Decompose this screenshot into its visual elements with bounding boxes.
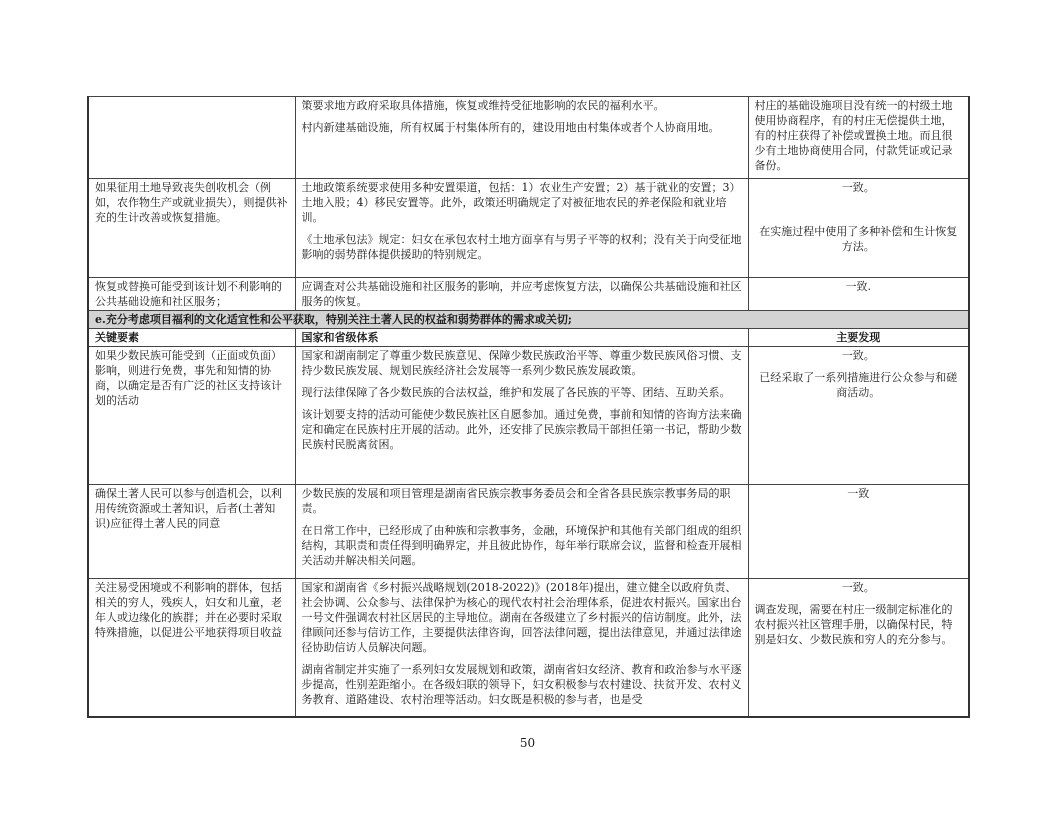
header-row xyxy=(88,329,969,347)
cell-paragraph: 一致。 xyxy=(841,349,875,362)
cell-paragraph: 村庄的基础设施项目没有统一的村级土地使用协商程序，有的村庄无偿提供土地，有的村庄获得了补偿或置换土地。而且很少有土地协商使用合同，付款凭证或记录备份。 xyxy=(754,99,953,172)
cell-paragraph: 一致 xyxy=(847,487,870,500)
cell-paragraph: 湖南省制定并实施了一系列妇女发展规划和政策，湖南省妇女经济、教育和政治参与水平逐步提高，性别差距缩小。在各级妇联的领导下，妇女积极参与农村建设、扶贫开发、农村义务教育、道路建设、农村治理等活动。妇女既是积极的参与者，也是受 xyxy=(301,663,742,706)
policy-comparison-table xyxy=(87,96,970,718)
cell-main-finding xyxy=(748,347,969,485)
cell-national-system xyxy=(295,179,748,278)
section-row xyxy=(88,311,969,329)
table-row xyxy=(88,179,969,278)
table-row xyxy=(88,485,969,579)
cell-paragraph: 调查发现，需要在村庄一级制定标准化的农村振兴社区管理手册，以确保村民，特别是妇女、少数民族和穷人的充分参与。 xyxy=(754,603,953,646)
cell-main-finding xyxy=(748,485,969,579)
cell-paragraph: 一致。 xyxy=(841,581,875,594)
cell-national-system xyxy=(295,347,748,485)
cell-main-finding xyxy=(748,579,969,717)
page-number: 50 xyxy=(519,736,536,750)
cell-paragraph: 已经采取了一系列措施进行公众参与和磋商活动。 xyxy=(759,371,958,399)
cell-national-system xyxy=(295,278,748,311)
cell-paragraph: 村内新建基础设施，所有权属于村集体所有的，建设用地由村集体或者个人协商用地。 xyxy=(301,121,720,134)
cell-paragraph: 在日常工作中，已经形成了由种族和宗教事务，金融，环境保护和其他有关部门组成的组织结构，其职责和责任得到明确界定，并且彼此协作，每年举行联席会议，监督和检查开展相关活动并解决相关问题。 xyxy=(301,524,742,567)
cell-national-system xyxy=(295,485,748,579)
cell-national-system xyxy=(295,579,748,717)
cell-paragraph: 土地政策系统要求使用多种安置渠道，包括：1）农业生产安置；2）基于就业的安置；3）土地入股；4）移民安置等。此外，政策还明确规定了对被征地农民的养老保险和就业培训。 xyxy=(301,181,741,224)
cell-paragraph: 应调查对公共基础设施和社区服务的影响，并应考虑恢复方法，以确保公共基础设施和社区服务的恢复。 xyxy=(301,280,742,308)
cell-key-element xyxy=(88,97,295,179)
cell-key-element xyxy=(88,579,295,717)
cell-paragraph: 少数民族的发展和项目管理是湖南省民族宗教事务委员会和全省各县民族宗教事务局的职责。 xyxy=(301,487,731,515)
column-header-national-system: 国家和省级体系 xyxy=(295,329,748,347)
cell-key-element xyxy=(88,179,295,278)
cell-paragraph: 一致. xyxy=(845,280,871,293)
cell-main-finding xyxy=(748,179,969,278)
cell-paragraph: 国家和湖南制定了尊重少数民族意见、保障少数民族政治平等、尊重少数民族风俗习惯、支持少数民族发展、规划民族经济社会发展等一系列少数民族发展政策。 xyxy=(301,349,742,377)
table-row xyxy=(88,347,969,485)
cell-paragraph: 现行法律保障了各少数民族的合法权益，维护和发展了各民族的平等、团结、互助关系。 xyxy=(301,386,731,399)
cell-paragraph: 关注易受困境或不利影响的群体，包括相关的穷人，残疾人，妇女和儿童，老年人或边缘化的族群；并在必要时采取特殊措施，以促进公平地获得项目收益 xyxy=(95,581,282,639)
cell-paragraph: 策要求地方政府采取具体措施，恢复或维持受征地影响的农民的福利水平。 xyxy=(301,99,665,112)
column-header-main-finding: 主要发现 xyxy=(748,329,969,347)
cell-key-element xyxy=(88,485,295,579)
table-row xyxy=(88,579,969,717)
cell-main-finding xyxy=(748,97,969,179)
cell-national-system xyxy=(295,97,748,179)
section-heading: e.充分考虑项目福利的文化适宜性和公平获取，特别关注土著人民的权益和弱势群体的需求或关切; xyxy=(88,311,969,329)
column-header-key-element: 关键要素 xyxy=(88,329,295,347)
cell-main-finding xyxy=(748,278,969,311)
cell-key-element xyxy=(88,347,295,485)
cell-paragraph: 如果征用土地导致丧失创收机会（例如，农作物生产或就业损失），则提供补充的生计改善或恢复措施。 xyxy=(95,181,288,224)
table-row xyxy=(88,278,969,311)
cell-paragraph: 确保土著人民可以参与创造机会，以利用传统资源或土著知识，后者(土著知识)应征得土著人民的同意 xyxy=(95,487,282,530)
cell-paragraph: 在实施过程中使用了多种补偿和生计恢复方法。 xyxy=(759,225,958,253)
cell-paragraph: 《土地承包法》规定：妇女在承包农村土地方面享有与男子平等的权利；没有关于向受征地影响的弱势群体提供援助的特别规定。 xyxy=(301,233,742,261)
table-row xyxy=(88,97,969,179)
cell-paragraph: 一致。 xyxy=(841,181,875,194)
cell-key-element xyxy=(88,278,295,311)
cell-paragraph: 国家和湖南省《乡村振兴战略规划(2018-2022)》(2018年)提出，建立健全以政府负责、社会协调、公众参与、法律保护为核心的现代农村社会治理体系，促进农村振兴。国家出台一号文件强调农村社区居民的主导地位。湖南在各级建立了乡村振兴的信访制度。此外，法律顾问还参与信访工作，主要提供法律咨询，回答法律问题，提出法律意见，并通过法律途径协助信访人员解决问题。 xyxy=(301,581,742,654)
cell-paragraph: 该计划要支持的活动可能使少数民族社区自愿参加。通过免费，事前和知情的咨询方法来确定和确定在民族村庄开展的活动。此外，还安排了民族宗教局干部担任第一书记，帮助少数民族村民脱离贫困。 xyxy=(301,408,742,451)
cell-paragraph: 如果少数民族可能受到（正面或负面）影响，则进行免费，事先和知情的协商，以确定是否有广泛的社区支持该计划的活动 xyxy=(95,349,282,407)
cell-paragraph: 恢复或替换可能受到该计划不利影响的公共基础设施和社区服务； xyxy=(95,280,282,308)
